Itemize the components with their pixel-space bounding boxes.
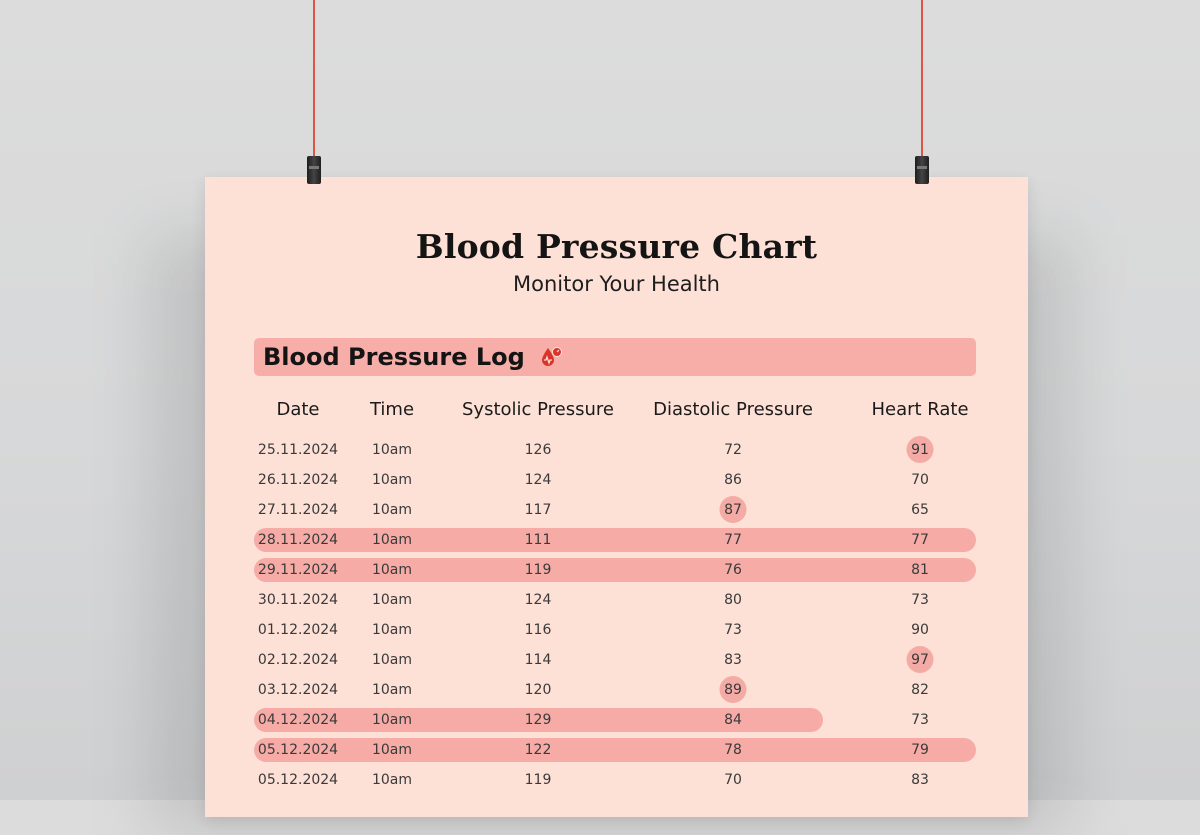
cell-heart-rate: 73 — [911, 592, 929, 608]
cell-heart-rate: 73 — [911, 712, 929, 728]
col-head-heart-rate: Heart Rate — [871, 399, 969, 420]
cell-heart-rate: 79 — [911, 742, 929, 758]
cell-diastolic: 76 — [724, 562, 742, 578]
cell-systolic: 124 — [524, 592, 552, 608]
col-head-systolic: Systolic Pressure — [461, 399, 615, 420]
cell-date: 05.12.2024 — [257, 772, 339, 788]
cell-diastolic: 83 — [724, 652, 742, 668]
cell-time: 10am — [371, 472, 413, 488]
cell-diastolic: 77 — [724, 532, 742, 548]
table-row — [205, 588, 1028, 612]
cell-diastolic: 89 — [724, 682, 742, 698]
table-row — [205, 708, 1028, 732]
cell-heart-rate: 70 — [911, 472, 929, 488]
cell-time: 10am — [371, 742, 413, 758]
binder-clip-left — [307, 156, 321, 184]
cell-heart-rate: 81 — [911, 562, 929, 578]
poster-subtitle: Monitor Your Health — [513, 272, 720, 296]
cell-date: 29.11.2024 — [257, 562, 339, 578]
table-row — [205, 558, 1028, 582]
cell-heart-rate: 97 — [911, 652, 929, 668]
cell-systolic: 122 — [524, 742, 552, 758]
cell-heart-rate: 82 — [911, 682, 929, 698]
cell-time: 10am — [371, 652, 413, 668]
hanging-string-right — [921, 0, 923, 160]
cell-systolic: 129 — [524, 712, 552, 728]
cell-time: 10am — [371, 442, 413, 458]
cell-date: 27.11.2024 — [257, 502, 339, 518]
cell-systolic: 119 — [524, 772, 552, 788]
hanging-string-left — [313, 0, 315, 160]
cell-systolic: 111 — [524, 532, 552, 548]
binder-clip-right — [915, 156, 929, 184]
cell-time: 10am — [371, 592, 413, 608]
cell-heart-rate: 65 — [911, 502, 929, 518]
cell-date: 04.12.2024 — [257, 712, 339, 728]
cell-date: 26.11.2024 — [257, 472, 339, 488]
cell-diastolic: 87 — [724, 502, 742, 518]
cell-date: 03.12.2024 — [257, 682, 339, 698]
cell-heart-rate: 77 — [911, 532, 929, 548]
cell-systolic: 114 — [524, 652, 552, 668]
poster — [205, 177, 1028, 817]
table-row — [205, 678, 1028, 702]
cell-diastolic: 80 — [724, 592, 742, 608]
table-row — [205, 618, 1028, 642]
cell-systolic: 116 — [524, 622, 552, 638]
cell-time: 10am — [371, 712, 413, 728]
cell-date: 25.11.2024 — [257, 442, 339, 458]
cell-diastolic: 84 — [724, 712, 742, 728]
cell-diastolic: 72 — [724, 442, 742, 458]
table-row — [205, 528, 1028, 552]
col-head-diastolic: Diastolic Pressure — [653, 399, 813, 420]
cell-systolic: 124 — [524, 472, 552, 488]
col-head-date: Date — [276, 399, 320, 420]
cell-heart-rate: 91 — [911, 442, 929, 458]
table-row — [205, 498, 1028, 522]
cell-date: 05.12.2024 — [257, 742, 339, 758]
cell-diastolic: 78 — [724, 742, 742, 758]
row-highlight — [254, 738, 976, 762]
cell-time: 10am — [371, 532, 413, 548]
cell-systolic: 120 — [524, 682, 552, 698]
cell-systolic: 117 — [524, 502, 552, 518]
cell-date: 02.12.2024 — [257, 652, 339, 668]
cell-time: 10am — [371, 622, 413, 638]
cell-diastolic: 86 — [724, 472, 742, 488]
blood-drop-gauge-icon — [539, 345, 563, 369]
cell-time: 10am — [371, 562, 413, 578]
cell-time: 10am — [371, 682, 413, 698]
row-highlight — [254, 528, 976, 552]
log-title: Blood Pressure Log — [263, 343, 525, 371]
table-row — [205, 438, 1028, 462]
cell-diastolic: 70 — [724, 772, 742, 788]
table-row — [205, 468, 1028, 492]
cell-date: 28.11.2024 — [257, 532, 339, 548]
cell-heart-rate: 90 — [911, 622, 929, 638]
poster-title: Blood Pressure Chart — [415, 227, 818, 266]
cell-date: 01.12.2024 — [257, 622, 339, 638]
table-row — [205, 738, 1028, 762]
cell-time: 10am — [371, 502, 413, 518]
cell-diastolic: 73 — [724, 622, 742, 638]
table-row — [205, 768, 1028, 792]
cell-systolic: 126 — [524, 442, 552, 458]
log-header-bar — [254, 338, 976, 376]
cell-systolic: 119 — [524, 562, 552, 578]
cell-date: 30.11.2024 — [257, 592, 339, 608]
cell-heart-rate: 83 — [911, 772, 929, 788]
table-row — [205, 648, 1028, 672]
row-highlight — [254, 558, 976, 582]
cell-time: 10am — [371, 772, 413, 788]
col-head-time: Time — [369, 399, 415, 420]
